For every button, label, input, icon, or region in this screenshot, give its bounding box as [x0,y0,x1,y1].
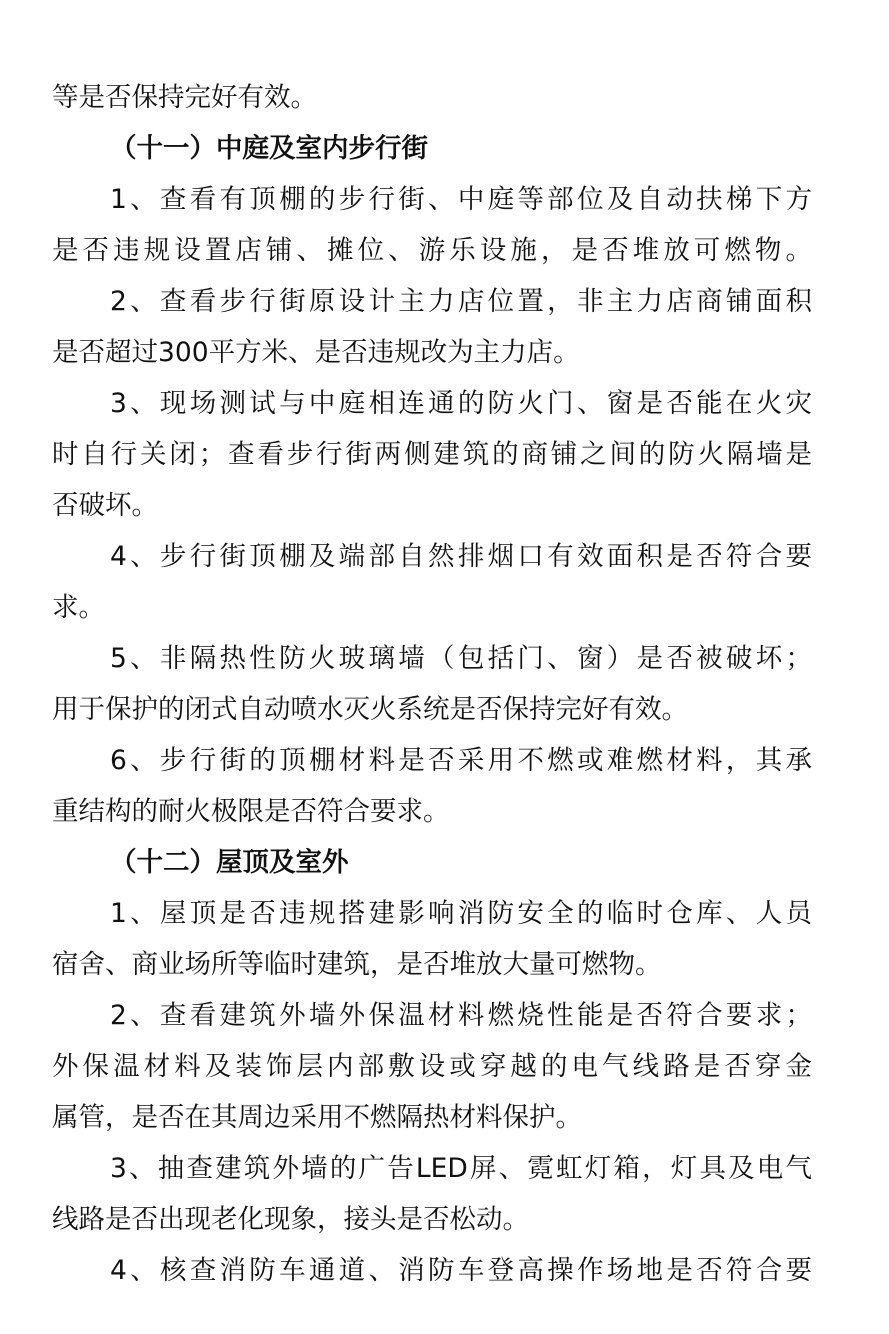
item-2-line-2: 是否超过300平方米、是否违规改为主力店。 [52,337,580,368]
item-3-line-2: 时自行关闭；查看步行街两侧建筑的商铺之间的防火隔墙是 [52,439,812,470]
item-5-line-2: 用于保护的闭式自动喷水灭火系统是否保持完好有效。 [52,694,688,725]
roof-item-3-line-2: 线路是否出现老化现象，接头是否松动。 [52,1204,529,1235]
item-3-line-1: 3、现场测试与中庭相连通的防火门、窗是否能在火灾 [110,388,812,419]
roof-item-1-line-1: 1、屋顶是否违规搭建影响消防安全的临时仓库、人员 [110,898,812,929]
item-4-line-2: 求。 [52,592,105,623]
item-2-line-1: 2、查看步行街原设计主力店位置，非主力店商铺面积 [110,286,812,317]
section-heading-11: （十一）中庭及室内步行街 [110,133,428,164]
roof-item-2-line-1: 2、查看建筑外墙外保温材料燃烧性能是否符合要求； [110,1000,812,1031]
item-6-line-1: 6、步行街的顶棚材料是否采用不燃或难燃材料，其承 [110,745,812,776]
roof-item-2-line-3: 属管，是否在其周边采用不燃隔热材料保护。 [52,1102,582,1133]
text-line: 等是否保持完好有效。 [52,82,317,113]
roof-item-4-line-1: 4、核查消防车通道、消防车登高操作场地是否符合要 [110,1255,812,1286]
item-6-line-2: 重结构的耐火极限是否符合要求。 [52,796,450,827]
item-3-line-3: 否破坏。 [52,490,158,521]
item-4-line-1: 4、步行街顶棚及端部自然排烟口有效面积是否符合要 [110,541,812,572]
roof-item-3-line-1: 3、抽查建筑外墙的广告LED屏、霓虹灯箱，灯具及电气 [110,1153,812,1184]
item-1-line-1: 1、查看有顶棚的步行街、中庭等部位及自动扶梯下方 [110,184,812,215]
roof-item-2-line-2: 外保温材料及装饰层内部敷设或穿越的电气线路是否穿金 [52,1051,812,1082]
item-5-line-1: 5、非隔热性防火玻璃墙（包括门、窗）是否被破坏； [110,643,812,674]
roof-item-1-line-2: 宿舍、商业场所等临时建筑，是否堆放大量可燃物。 [52,949,662,980]
item-1-line-2: 是否违规设置店铺、摊位、游乐设施，是否堆放可燃物。 [52,235,812,266]
section-heading-12: （十二）屋顶及室外 [110,847,349,878]
